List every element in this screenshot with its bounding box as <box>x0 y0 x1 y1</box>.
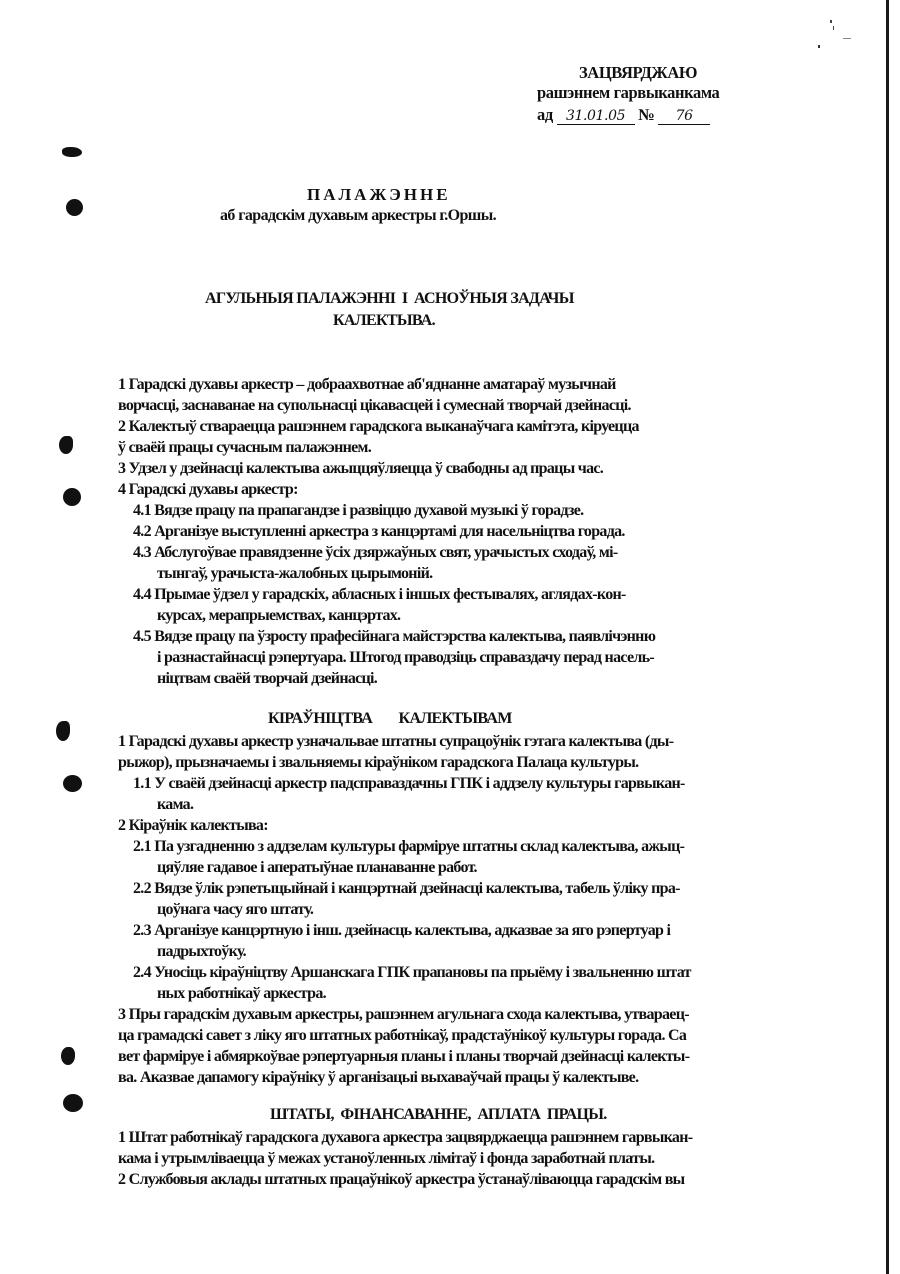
approval-date-prefix: ад <box>537 105 553 124</box>
staff-clause-1-line-1: 1 Штат работнікаў гарадскога духавога аркестра зацвярджаецца рашэннем гарвыкан- <box>118 1129 693 1146</box>
clause-1-line-1: 1 Гарадскі духавы аркестр – добраахвотнае аб'яднанне аматараў музычнай <box>118 376 616 393</box>
mgmt-clause-1-line-2: рыжор), прызначаемы і звальняемы кіраўніком гарадскога Палаца культуры. <box>118 754 639 771</box>
clause-4-5-line-3: ніцтвам сваёй творчай дзейнасці. <box>157 670 378 687</box>
punch-hole-mark <box>66 199 83 216</box>
mgmt-clause-1-1-line-1: 1.1 У сваёй дзейнасці аркестр падсправаздачны ГПК і аддзелу культуры гарвыкан- <box>133 775 685 792</box>
clause-2-line-1: 2 Калектыў ствараецца рашэннем гарадскога выканаўчага камітэта, кіруецца <box>118 418 639 435</box>
punch-hole-mark <box>63 488 81 506</box>
mgmt-clause-2-3-line-1: 2.3 Арганізуе канцэртную і інш. дзейнасць калектыва, адказвае за яго рэпертуар і <box>133 922 671 939</box>
mgmt-clause-3-line-2: ца грамадскі савет з ліку яго штатных работнікаў, прадстаўнікоў культуры горада. Са <box>118 1027 687 1044</box>
mgmt-clause-3-line-4: ва. Аказвае дапамогу кіраўніку ў арганізацыі выхаваўчай працы ў калектыве. <box>118 1069 639 1086</box>
approval-number-label: № <box>638 105 655 124</box>
scan-specks <box>815 18 855 58</box>
page-edge-border <box>886 0 889 1274</box>
punch-hole-mark <box>63 775 82 792</box>
management-clause-1-1 <box>133 773 685 815</box>
section-heading-management: КІРАЎНІЦТВА КАЛЕКТЫВАМ <box>268 710 512 727</box>
approval-date-line <box>537 104 710 125</box>
approval-date: 31.01.05 <box>557 108 635 125</box>
document-subtitle: аб гарадскім духавым аркестры г.Оршы. <box>220 207 497 224</box>
mgmt-clause-2-4-line-2: ных работнікаў аркестра. <box>157 985 326 1002</box>
clause-3: 3 Удзел у дзейнасці калектыва ажыццяўляецца ў свабодны ад працы час. <box>118 460 604 477</box>
mgmt-clause-2-2-line-1: 2.2 Вядзе ўлік рэпетыцыйнай і канцэртнай дзейнасці калектыва, табель ўліку пра- <box>133 880 680 897</box>
mgmt-clause-2-3-line-2: падрыхтоўку. <box>157 943 246 960</box>
mgmt-clause-2-2-line-2: цоўнага часу яго штату. <box>157 901 314 918</box>
general-provisions-list <box>118 374 639 500</box>
binding-mark <box>62 147 82 157</box>
mgmt-clause-3-line-3: вет фарміруе і абмяркоўвае рэпертуарныя планы і планы творчай дзейнасці калекты- <box>118 1048 690 1065</box>
mgmt-clause-3-line-1: 3 Пры гарадскім духавым аркестры, рашэннем агульнага схода калектыва, утвараец- <box>118 1006 689 1023</box>
mgmt-clause-2-4-line-1: 2.4 Уносіць кіраўніцтву Аршанскага ГПК прапановы па прыёму і звальненню штат <box>133 964 691 981</box>
staff-clause-2-line-1: 2 Службовыя аклады штатных працаўнікоў аркестра ўстанаўліваюцца гарадскім вы <box>118 1171 685 1188</box>
staff-clause-1-line-2: кама і утрымліваецца ў межах устаноўленных лімітаў і фонда заработнай платы. <box>118 1150 655 1167</box>
clause-2-line-2: ў сваёй працы сучасным палажэннем. <box>118 439 372 456</box>
clause-4-5-line-1: 4.5 Вядзе працу па ўзросту прафесійнага майстэрства калектыва, паявлічэнню <box>133 628 656 645</box>
clause-4-4-line-2: курсах, мерапрыемствах, канцэртах. <box>157 607 401 624</box>
tasks-list <box>133 500 655 689</box>
section-heading-general: АГУЛЬНЫЯ ПАЛАЖЭННІ І АСНОЎНЫЯ ЗАДАЧЫ <box>205 290 574 307</box>
clause-4-1: 4.1 Вядзе працу па прапагандзе і развіццю духавой музыкі ў горадзе. <box>133 502 584 519</box>
document-title: ПАЛАЖЭННЕ <box>307 185 451 204</box>
mgmt-clause-2-1-line-1: 2.1 Па узгадненню з аддзелам культуры фарміруе штатны склад калектыва, ажыц- <box>133 838 685 855</box>
binding-mark <box>59 436 73 454</box>
section-heading-general-cont: КАЛЕКТЫВА. <box>333 312 435 329</box>
section-heading-staff-finance: ШТАТЫ, ФІНАНСАВАННЕ, АПЛАТА ПРАЦЫ. <box>270 1106 607 1123</box>
staff-finance-clauses <box>118 1127 692 1190</box>
clause-1-line-2: ворчасці, заснаванае на супольнасці цікавасцей і сумеснай творчай дзейнасці. <box>118 397 631 414</box>
approval-number: 76 <box>658 108 710 125</box>
clause-4: 4 Гарадскі духавы аркестр: <box>118 481 298 498</box>
management-clause-3 <box>118 1004 689 1088</box>
management-clause-2 <box>118 815 268 836</box>
clause-4-3-line-2: тынгаў, урачыста-жалобных цырымоній. <box>157 565 433 582</box>
mgmt-clause-2-1-line-2: цяўляе гадавое і аператыўнае планаванне работ. <box>157 859 477 876</box>
head-duties-list <box>133 836 691 1004</box>
mgmt-clause-1-1-line-2: кама. <box>157 796 194 813</box>
approval-authority: рашэннем гарвыканкама <box>537 83 720 102</box>
punch-hole-mark <box>63 1094 83 1112</box>
clause-4-3-line-1: 4.3 Абслугоўвае правядзенне ўсіх дзяржаўных свят, урачыстых сходаў, мі- <box>133 544 618 561</box>
mgmt-clause-2: 2 Кіраўнік калектыва: <box>118 817 268 834</box>
binding-mark <box>61 1047 75 1065</box>
clause-4-5-line-2: і разнастайнасці рэпертуара. Штогод праводзіць справаздачу перад насель- <box>157 649 655 666</box>
binding-mark <box>56 721 70 741</box>
management-clause-1 <box>118 731 673 773</box>
clause-4-2: 4.2 Арганізуе выступленні аркестра з канцэртамі для насельніцтва горада. <box>133 523 625 540</box>
approval-title: ЗАЦВЯРДЖАЮ <box>579 63 698 82</box>
clause-4-4-line-1: 4.4 Прымае ўдзел у гарадскіх, абласных і іншых фестывалях, аглядах-кон- <box>133 586 626 603</box>
mgmt-clause-1-line-1: 1 Гарадскі духавы аркестр узначальвае штатны супрацоўнік гэтага калектыва (ды- <box>118 733 674 750</box>
